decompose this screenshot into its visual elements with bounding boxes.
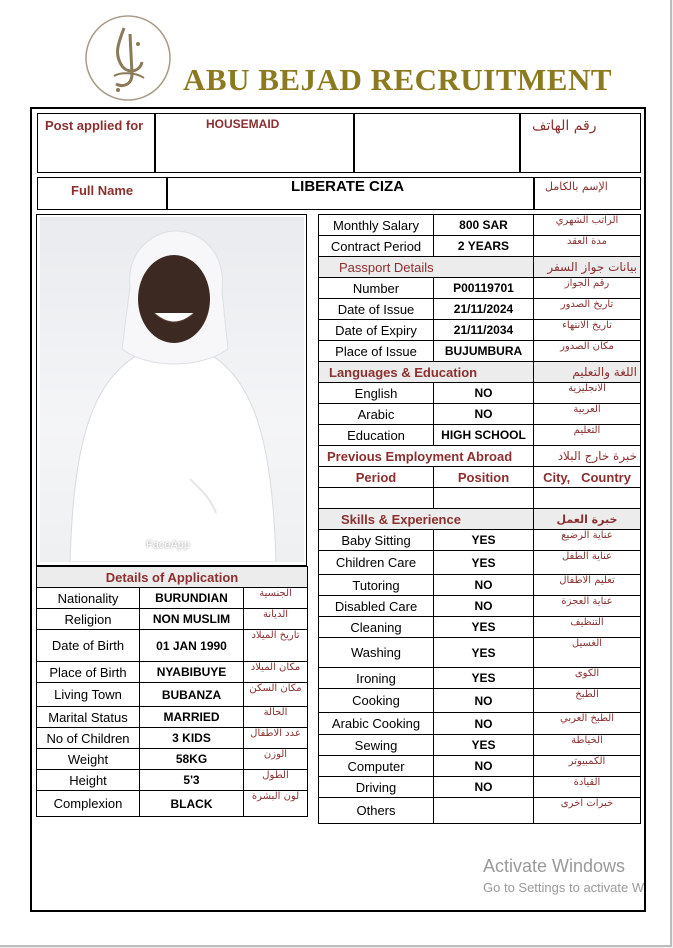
application-label-ar: مكان الميلاد	[244, 662, 308, 683]
application-label-ar: لون البشرة	[244, 791, 308, 817]
application-label: Nationality	[37, 588, 140, 609]
passport-row	[319, 341, 641, 362]
skill-label: Baby Sitting	[319, 530, 434, 551]
application-value: BURUNDIAN	[140, 588, 244, 609]
application-row	[37, 749, 308, 770]
company-logo	[84, 14, 172, 102]
skill-row	[319, 798, 641, 824]
application-label: Height	[37, 770, 140, 791]
passport-section-header	[319, 257, 641, 278]
name-divider-2	[533, 177, 535, 210]
passport-value: BUJUMBURA	[434, 341, 534, 362]
application-label: Complexion	[37, 791, 140, 817]
skill-row	[319, 756, 641, 777]
contract-label: Contract Period	[319, 236, 434, 257]
application-value: BUBANZA	[140, 683, 244, 707]
passport-label: Date of Expiry	[319, 320, 434, 341]
skill-label: Computer	[319, 756, 434, 777]
skill-value: YES	[434, 617, 534, 638]
employment-columns	[319, 467, 641, 488]
passport-value: 21/11/2034	[434, 320, 534, 341]
passport-label: Date of Issue	[319, 299, 434, 320]
full-name-value: LIBERATE CIZA	[291, 178, 405, 195]
application-value: BLACK	[140, 791, 244, 817]
skill-value: NO	[434, 777, 534, 798]
skill-label: Arabic Cooking	[319, 713, 434, 735]
full-name-label: Full Name	[71, 183, 134, 198]
language-label-ar: التعليم	[534, 425, 641, 446]
skill-label-ar: عناية الطفل	[534, 551, 641, 575]
application-row	[37, 588, 308, 609]
contract-label: Monthly Salary	[319, 215, 434, 236]
skill-row	[319, 575, 641, 596]
application-row	[37, 791, 308, 817]
application-row	[37, 683, 308, 707]
skill-label-ar: عناية الرضيع	[534, 530, 641, 551]
skill-value: YES	[434, 530, 534, 551]
employment-col-city: City, Country	[534, 467, 641, 488]
application-table	[36, 566, 308, 817]
passport-label-ar: رقم الجواز	[534, 278, 641, 299]
application-row	[37, 630, 308, 662]
employment-empty-row	[319, 488, 641, 509]
application-value: 01 JAN 1990	[140, 630, 244, 662]
languages-section-header	[319, 362, 641, 383]
language-label-ar: العربية	[534, 404, 641, 425]
faceapp-tag: FaceApp	[146, 539, 191, 551]
passport-row	[319, 320, 641, 341]
application-label-ar: مكان السكن	[244, 683, 308, 707]
candidate-portrait	[40, 217, 304, 562]
skill-row	[319, 530, 641, 551]
language-label: Arabic	[319, 404, 434, 425]
employment-section-header	[319, 446, 641, 467]
application-label-ar: عدد الاطفال	[244, 728, 308, 749]
passport-label-ar: تاريخ الصدور	[534, 299, 641, 320]
application-label-ar: تاريخ الميلاد	[244, 630, 308, 662]
skill-label-ar: الخياطة	[534, 735, 641, 756]
phone-label-ar: رقم الهاتف	[532, 118, 597, 134]
skill-value: NO	[434, 575, 534, 596]
application-row	[37, 609, 308, 630]
application-value: 3 KIDS	[140, 728, 244, 749]
language-value: NO	[434, 383, 534, 404]
full-name-label-ar: الإسم بالكامل	[545, 180, 608, 193]
skill-value: YES	[434, 551, 534, 575]
contract-value: 800 SAR	[434, 215, 534, 236]
skill-label: Children Care	[319, 551, 434, 575]
application-label-ar: الجنسية	[244, 588, 308, 609]
passport-label: Number	[319, 278, 434, 299]
name-divider-1	[166, 177, 168, 210]
skill-label: Others	[319, 798, 434, 824]
post-applied-value: HOUSEMAID	[206, 117, 280, 131]
passport-title: Passport Details	[319, 257, 534, 278]
passport-row	[319, 278, 641, 299]
post-divider-1	[154, 113, 156, 173]
employment-title: Previous Employment Abroad	[319, 446, 534, 467]
skill-label-ar: تعليم الاطفال	[534, 575, 641, 596]
application-label: No of Children	[37, 728, 140, 749]
language-value: HIGH SCHOOL	[434, 425, 534, 446]
right-info-table	[318, 214, 641, 824]
skill-row	[319, 617, 641, 638]
skill-value	[434, 798, 534, 824]
skill-label: Driving	[319, 777, 434, 798]
languages-title: Languages & Education	[319, 362, 534, 383]
languages-title-ar: اللغة والتعليم	[534, 362, 641, 383]
contract-label-ar: مدة العقد	[534, 236, 641, 257]
application-value: MARRIED	[140, 707, 244, 728]
skill-label-ar: القيادة	[534, 777, 641, 798]
contract-label-ar: الراتب الشهري	[534, 215, 641, 236]
skill-value: YES	[434, 638, 534, 668]
skill-label-ar: الكمبيوتر	[534, 756, 641, 777]
passport-label: Place of Issue	[319, 341, 434, 362]
skill-label-ar: التنظيف	[534, 617, 641, 638]
contract-value: 2 YEARS	[434, 236, 534, 257]
windows-watermark-line2: Go to Settings to activate W	[483, 880, 645, 895]
passport-value: P00119701	[434, 278, 534, 299]
application-value: NYABIBUYE	[140, 662, 244, 683]
contract-row	[319, 215, 641, 236]
skill-label: Disabled Care	[319, 596, 434, 617]
skill-row	[319, 638, 641, 668]
skills-title: Skills & Experience	[319, 509, 534, 530]
language-row	[319, 404, 641, 425]
post-divider-2	[353, 113, 355, 173]
application-label-ar: الطول	[244, 770, 308, 791]
employment-title-ar: خبرة خارج البلاد	[534, 446, 641, 467]
passport-label-ar: مكان الصدور	[534, 341, 641, 362]
application-label: Place of Birth	[37, 662, 140, 683]
passport-value: 21/11/2024	[434, 299, 534, 320]
skill-label-ar: عناية العجزة	[534, 596, 641, 617]
skill-row	[319, 689, 641, 713]
application-label: Date of Birth	[37, 630, 140, 662]
application-row	[37, 707, 308, 728]
application-label: Marital Status	[37, 707, 140, 728]
windows-watermark-line1: Activate Windows	[483, 856, 626, 876]
passport-title-ar: بيانات جواز السفر	[534, 257, 641, 278]
employment-col-position: Position	[434, 467, 534, 488]
language-label-ar: الانجليزية	[534, 383, 641, 404]
skill-value: NO	[434, 713, 534, 735]
skill-row	[319, 735, 641, 756]
skill-label-ar: خبرات اخرى	[534, 798, 641, 824]
application-section-header	[37, 567, 308, 588]
application-label-ar: الديانة	[244, 609, 308, 630]
post-divider-3	[519, 113, 521, 173]
passport-row	[319, 299, 641, 320]
skill-value: NO	[434, 596, 534, 617]
application-label: Weight	[37, 749, 140, 770]
application-value: 58KG	[140, 749, 244, 770]
skill-label-ar: الغسيل	[534, 638, 641, 668]
skill-row	[319, 551, 641, 575]
skill-value: YES	[434, 668, 534, 689]
application-value: NON MUSLIM	[140, 609, 244, 630]
skill-label-ar: الكوى	[534, 668, 641, 689]
brand-title: ABU BEJAD RECRUITMENT	[183, 62, 613, 97]
skill-label: Sewing	[319, 735, 434, 756]
language-row	[319, 425, 641, 446]
skill-value: YES	[434, 735, 534, 756]
skill-value: NO	[434, 756, 534, 777]
employment-col-period: Period	[319, 467, 434, 488]
skill-label-ar: الطبخ العربي	[534, 713, 641, 735]
language-value: NO	[434, 404, 534, 425]
language-label: English	[319, 383, 434, 404]
application-label: Religion	[37, 609, 140, 630]
skill-label: Tutoring	[319, 575, 434, 596]
skill-value: NO	[434, 689, 534, 713]
skill-label: Ironing	[319, 668, 434, 689]
language-row	[319, 383, 641, 404]
skill-row	[319, 596, 641, 617]
skill-label-ar: الطبخ	[534, 689, 641, 713]
post-applied-label: Post applied for	[45, 118, 144, 133]
skills-title-ar: خبرة العمل	[534, 509, 641, 530]
application-title: Details of Application	[37, 567, 308, 588]
skill-label: Cleaning	[319, 617, 434, 638]
application-row	[37, 728, 308, 749]
skill-row	[319, 777, 641, 798]
language-label: Education	[319, 425, 434, 446]
application-row	[37, 770, 308, 791]
skill-row	[319, 713, 641, 735]
contract-row	[319, 236, 641, 257]
skill-label: Cooking	[319, 689, 434, 713]
application-label-ar: الوزن	[244, 749, 308, 770]
skill-row	[319, 668, 641, 689]
passport-label-ar: تاريخ الانتهاء	[534, 320, 641, 341]
candidate-photo	[40, 217, 304, 562]
application-row	[37, 662, 308, 683]
application-label: Living Town	[37, 683, 140, 707]
skill-label: Washing	[319, 638, 434, 668]
skills-section-header	[319, 509, 641, 530]
application-value: 5'3	[140, 770, 244, 791]
application-label-ar: الحالة	[244, 707, 308, 728]
